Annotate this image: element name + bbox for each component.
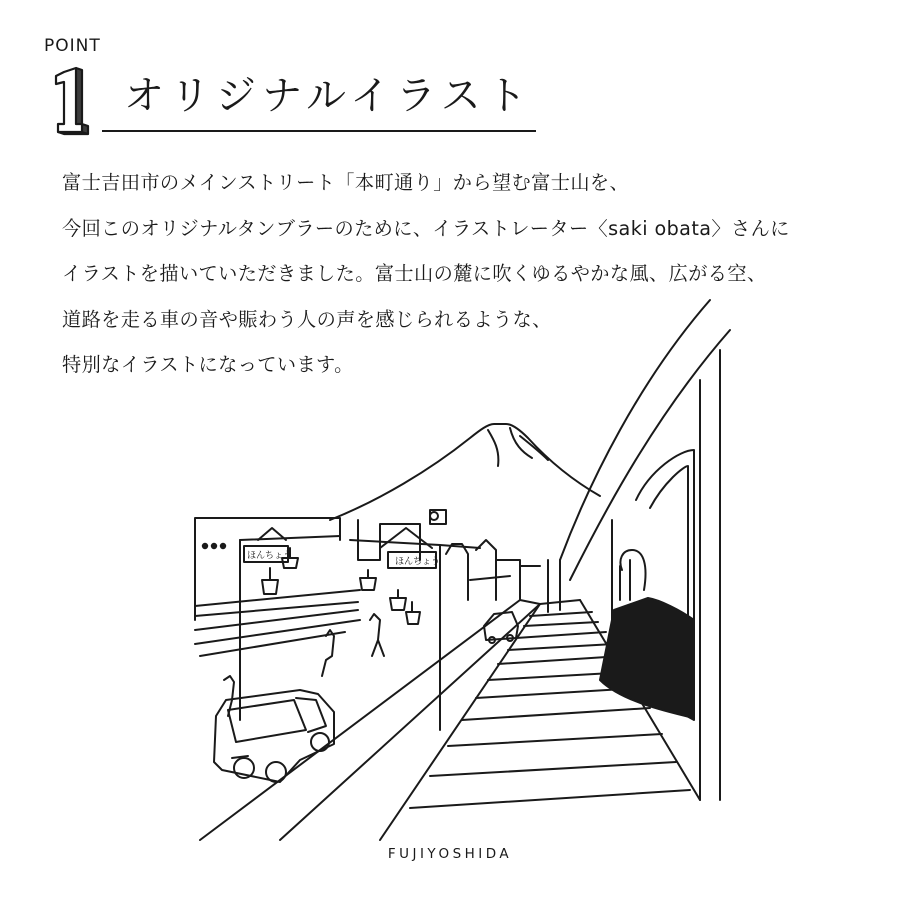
description-line: 特別なイラストになっています。 [62, 353, 354, 376]
description-line: イラストを描いていただきました。富士山の麓に吹くゆるやかな風、広がる空、 [62, 262, 767, 285]
train-passenger [600, 550, 694, 718]
description-line: 富士吉田市のメインストリート「本町通り」から望む富士山を、 [62, 171, 630, 194]
point-label: POINT [44, 36, 101, 56]
sign-left: ほんちょう [247, 551, 293, 561]
buildings-distant [446, 540, 548, 612]
brand-footer: FUJIYOSHIDA [387, 846, 513, 862]
train-car [560, 300, 730, 800]
page-title: オリジナルイラスト [124, 73, 533, 119]
mount-fuji [330, 424, 600, 520]
sign-right: ほんちょう [395, 557, 441, 567]
description-line: 今回このオリジナルタンブラーのために、イラストレーター〈saki obata〉さんに [62, 216, 790, 240]
description-line: 道路を走る車の音や賑わう人の声を感じられるような、 [62, 307, 552, 331]
pedestrians [224, 614, 384, 716]
buildings-left [195, 510, 446, 656]
